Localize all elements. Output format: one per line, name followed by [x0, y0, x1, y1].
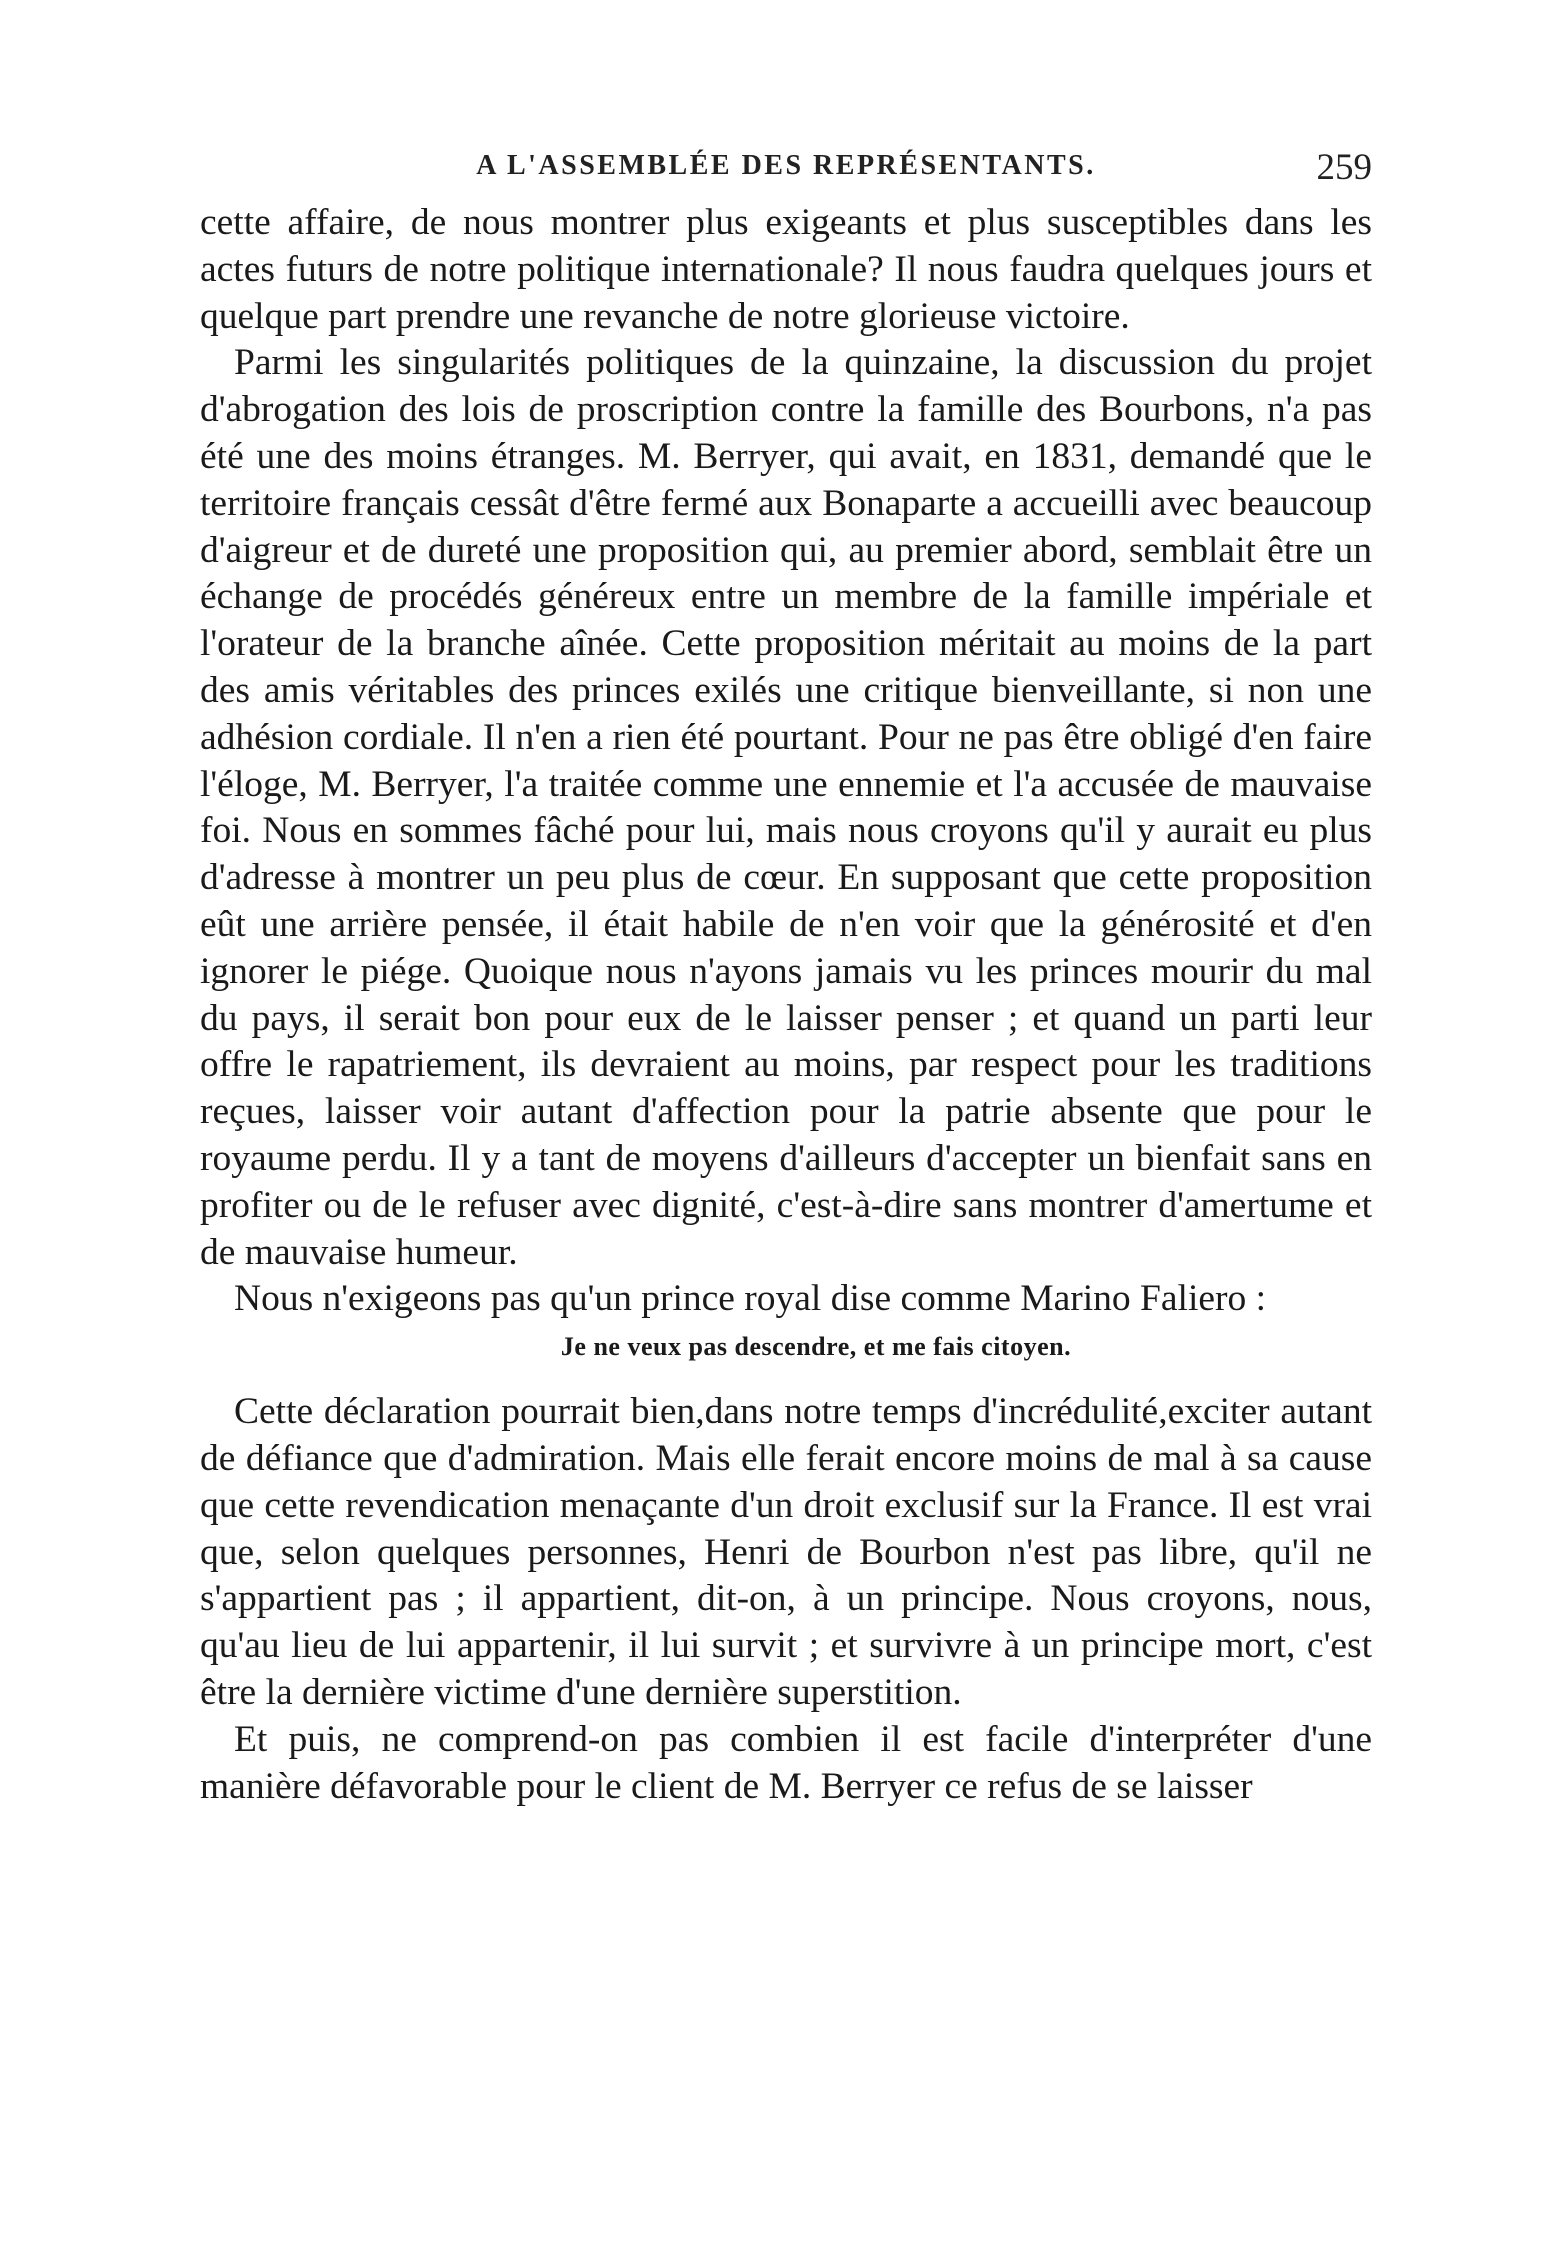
paragraph-continued: cette affaire, de nous montrer plus exigeants et plus susceptibles dans les actes futurs de notre politique internationale? Il nous faudra quelques jours et quelque part prendre une revanche de notre glorieuse victoire.	[200, 202, 1372, 337]
paragraph: Nous n'exigeons pas qu'un prince royal dise comme Marino Faliero :	[234, 1278, 1267, 1320]
paragraph: Parmi les singularités politiques de la quinzaine, la discussion du projet d'abrogation des lois de proscription contre la famille des Bourbons, n'a pas été une des moins étranges. M. Berryer, qui avait, en 1831, demandé que le territoire français cessât d'être fermé aux Bonaparte a accueilli avec beaucoup d'aigreur et de dureté une proposition qui, au premier abord, semblait être un échange de procédés généreux entre un membre de la famille impériale et l'orateur de la branche aînée. Cette proposition méritait au moins de la part des amis véritables des princes exilés une critique bienveillante, si non une adhésion cordiale. Il n'en a rien été pourtant. Pour ne pas être obligé d'en faire l'éloge, M. Berryer, l'a traitée comme une ennemie et l'a accusée de mauvaise foi. Nous en sommes fâché pour lui, mais nous croyons qu'il y aurait eu plus d'adresse à montrer un peu plus de cœur. En supposant que cette proposition eût une arrière pensée, il était habile de n'en voir que la générosité et d'en ignorer le piége. Quoique nous n'ayons jamais vu les princes mourir du mal du pays, il serait bon pour eux de le laisser penser ; et quand un parti leur offre le rapatriement, ils devraient au moins, par respect pour les traditions reçues, laisser voir autant d'affection pour la patrie absente que pour le royaume perdu. Il y a tant de moyens d'ailleurs d'accepter un bienfait sans en profiter ou de le refuser avec dignité, c'est-à-dire sans montrer d'amertume et de mauvaise humeur.	[200, 342, 1372, 1273]
quoted-verse: Je ne veux pas descendre, et me fais citoyen.	[560, 1332, 1072, 1362]
page-header	[200, 147, 1372, 200]
paragraph: Et puis, ne comprend-on pas combien il est facile d'interpréter d'une manière défavorable pour le client de M. Berryer ce refus de se laisser	[200, 1718, 1372, 1807]
body-text	[200, 200, 1372, 1810]
book-page	[200, 147, 1372, 1810]
paragraph: Cette déclaration pourrait bien,dans notre temps d'incrédulité,exciter autant de défiance que d'admiration. Mais elle ferait encore moins de mal à sa cause que cette revendication menaçante d'un droit exclusif sur la France. Il est vrai que, selon quelques personnes, Henri de Bourbon n'est pas libre, qu'il ne s'appartient pas ; il appartient, dit-on, à un principe. Nous croyons, nous, qu'au lieu de lui appartenir, il lui survit ; et survivre à un principe mort, c'est être la dernière victime d'une dernière superstition.	[200, 1391, 1372, 1713]
running-title: A L'ASSEMBLÉE DES REPRÉSENTANTS.	[476, 150, 1096, 181]
page-number: 259	[1316, 147, 1372, 188]
